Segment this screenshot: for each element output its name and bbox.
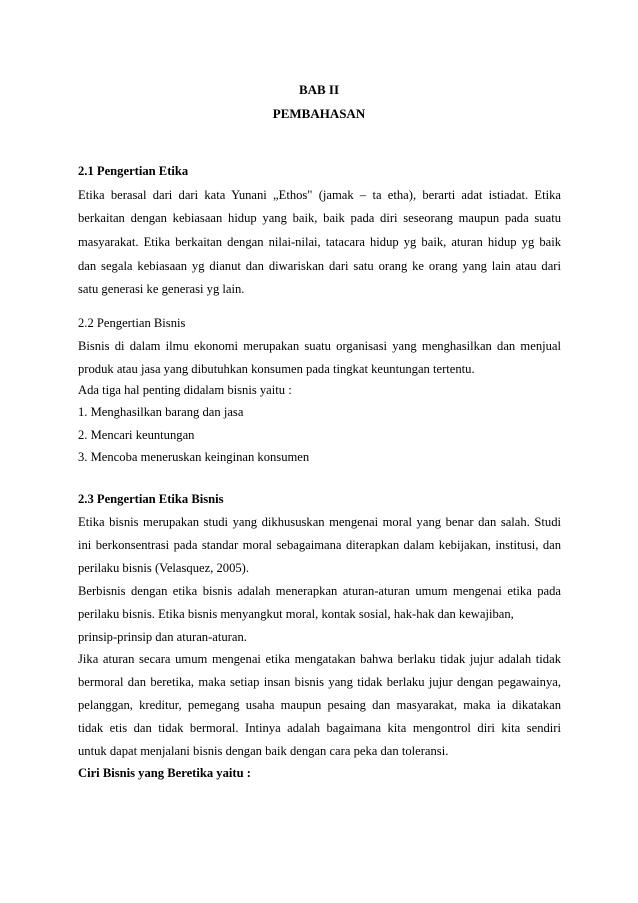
section-2-line: Bisnis di dalam ilmu ekonomi merupakan suatu organisasi yang menghasilkan dan menjual	[78, 339, 561, 353]
section-2-line: Ada tiga hal penting didalam bisnis yaitu :	[78, 383, 292, 397]
section-2-line: produk atau jasa yang dibutuhkan konsumen pada tingkat keuntungan tertentu.	[78, 362, 475, 376]
section-3-line: pelanggan, kreditur, pemegang usaha maupun pesaing dan masyarakat, maka ia dikatakan	[78, 698, 561, 712]
section-2-list-item: 1. Menghasilkan barang dan jasa	[78, 405, 244, 419]
section-3-line: untuk dapat menjalani bisnis dengan baik dengan cara peka dan toleransi.	[78, 744, 449, 758]
section-3-line: prinsip-prinsip dan aturan-aturan.	[78, 630, 247, 644]
section-3-line: Berbisnis dengan etika bisnis adalah menerapkan aturan-aturan umum mengenai etika pada	[78, 584, 561, 598]
chapter-label: BAB II	[298, 82, 340, 97]
section-1-line: Etika berasal dari dari kata Yunani „Ethos" (jamak – ta etha), berarti adat istiadat. Etika	[78, 188, 561, 202]
section-1-heading: 2.1 Pengertian Etika	[78, 164, 189, 178]
section-3-line: perilaku bisnis (Velasquez, 2005).	[78, 561, 250, 575]
section-2-list-item: 2. Mencari keuntungan	[78, 428, 195, 442]
section-3-line: Jika aturan secara umum mengenai etika mengatakan bahwa berlaku tidak jujur adalah tidak	[78, 652, 561, 666]
section-1-line: masyarakat. Etika berkaitan dengan nilai-nilai, tatacara hidup yg baik, aturan hidup yg baik	[78, 235, 561, 249]
section-2-list-item: 3. Mencoba meneruskan keinginan konsumen	[78, 450, 310, 464]
section-3-subheading: Ciri Bisnis yang Beretika yaitu :	[78, 766, 251, 780]
section-3-heading: 2.3 Pengertian Etika Bisnis	[78, 492, 224, 506]
chapter-title: PEMBAHASAN	[272, 106, 366, 121]
section-2-heading: 2.2 Pengertian Bisnis	[78, 316, 186, 330]
section-1-line: satu generasi ke generasi yg lain.	[78, 282, 245, 296]
section-3-line: Etika bisnis merupakan studi yang dikhususkan mengenai moral yang benar dan salah. Studi	[78, 515, 561, 529]
section-3-line: perilaku bisnis. Etika bisnis menyangkut moral, kontak sosial, hak-hak dan kewajiban,	[78, 607, 514, 621]
section-1-line: berkaitan dengan kebiasaan hidup yang baik, baik pada diri seseorang maupun pada suatu	[78, 211, 561, 225]
section-3-line: bermoral dan beretika, maka setiap insan bisnis yang tidak berlaku jujur dengan pegawainya,	[78, 675, 561, 689]
section-3-line: tidak etis dan tidak bermoral. Intinya adalah bagaimana kita mengontrol diri kita sendiri	[78, 721, 561, 735]
section-3-line: ini berkonsentrasi pada standar moral sebagaimana diterapkan dalam kebijakan, institusi, dan	[78, 538, 561, 552]
section-1-line: dan segala kebiasaan yg dianut dan diwariskan dari satu orang ke orang yang lain atau dari	[78, 259, 561, 273]
